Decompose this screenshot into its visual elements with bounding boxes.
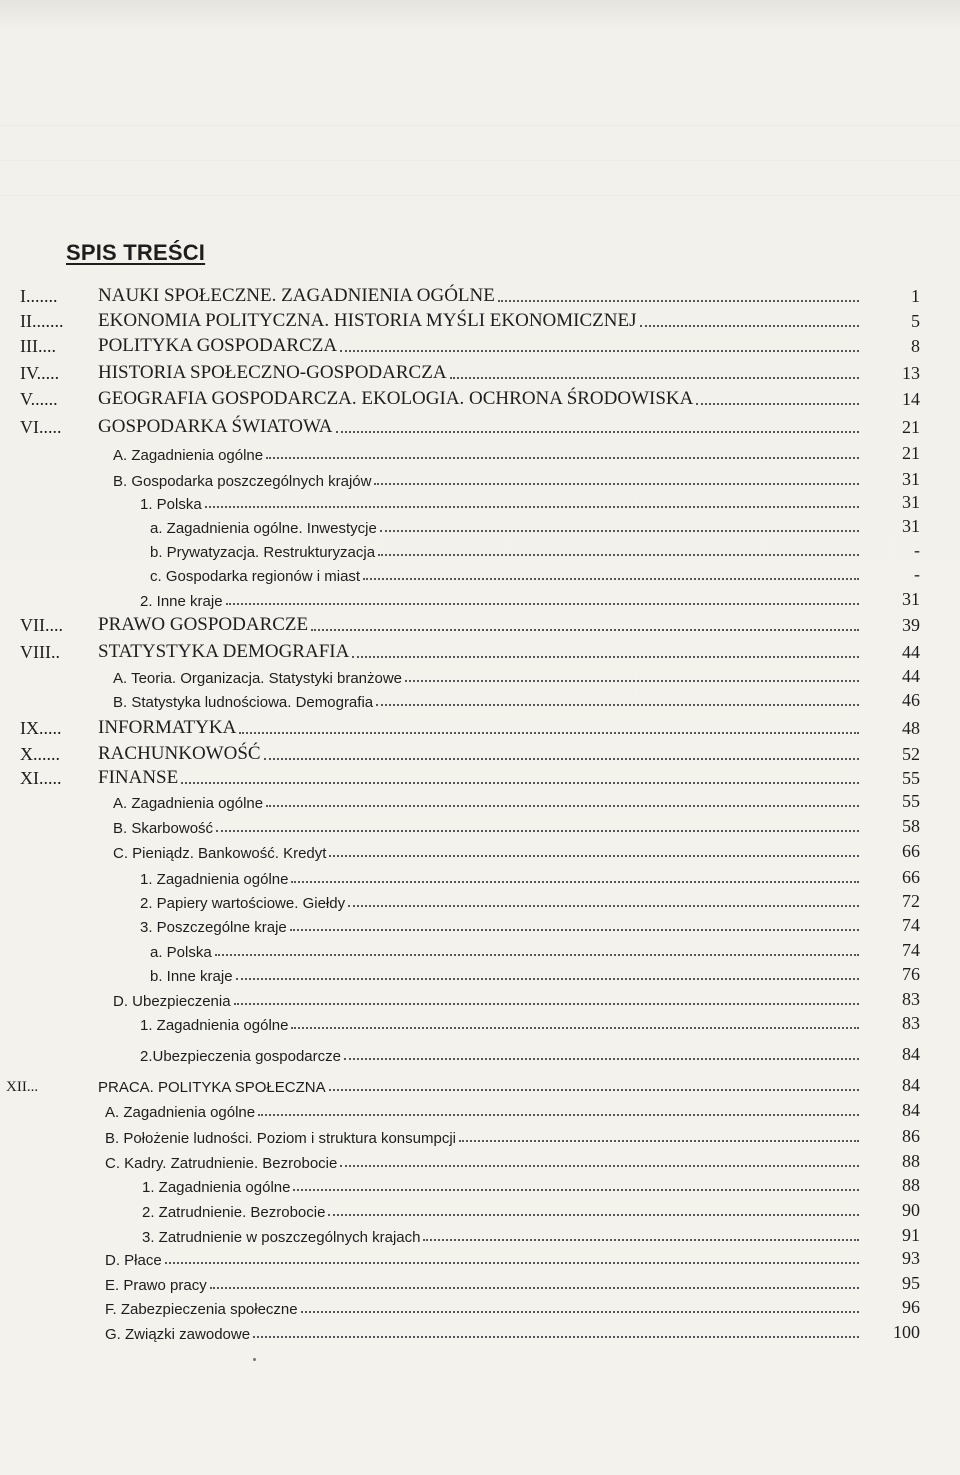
- toc-entry: [0, 1292, 960, 1318]
- chapter-number: II.......: [20, 311, 64, 331]
- dot-leader: [405, 680, 859, 682]
- page-number: 100: [893, 1322, 920, 1342]
- toc-entry-title-group: [98, 285, 862, 307]
- toc-entry-title: 2. Zatrudnienie. Bezrobocie: [142, 1204, 326, 1221]
- dot-leader: [374, 483, 859, 485]
- toc-entry: [0, 1268, 960, 1294]
- toc-entry-title-group: [140, 593, 862, 610]
- toc-entry: [0, 438, 960, 464]
- page-number: 95: [902, 1273, 920, 1293]
- page-number: 88: [902, 1175, 920, 1195]
- page-number: 5: [911, 311, 920, 331]
- dot-leader: [450, 377, 859, 379]
- page-number: 86: [902, 1126, 920, 1146]
- page-number: 55: [902, 791, 920, 811]
- toc-entry-title: GOSPODARKA ŚWIATOWA: [98, 416, 333, 437]
- dot-leader: [181, 782, 859, 784]
- toc-entry: [0, 786, 960, 812]
- dot-leader: [340, 1165, 859, 1167]
- toc-entry-title-group: [140, 1048, 862, 1065]
- page-number: 83: [902, 989, 920, 1009]
- toc-entry: [0, 584, 960, 610]
- toc-entry: [0, 959, 960, 985]
- toc-entry: [0, 306, 960, 332]
- page-number: 83: [902, 1013, 920, 1033]
- dot-leader: [266, 457, 859, 459]
- toc-entry-title: FINANSE: [98, 767, 179, 788]
- toc-entry: [0, 331, 960, 357]
- dot-leader: [210, 1287, 859, 1289]
- toc-entry-title-group: [98, 362, 862, 384]
- dot-leader: [311, 629, 859, 631]
- toc-entry: [0, 862, 960, 888]
- toc-entry: [0, 1121, 960, 1147]
- toc-entry-title: RACHUNKOWOŚĆ: [98, 743, 261, 764]
- toc-entry-title: F. Zabezpieczenia społeczne: [105, 1301, 298, 1318]
- dot-leader: [258, 1114, 859, 1116]
- page-number: 72: [902, 891, 920, 911]
- toc-entry: [0, 739, 960, 765]
- toc-entry-title-group: [105, 1301, 862, 1318]
- toc-entry-title: B. Położenie ludności. Poziom i struktura konsumpcji: [105, 1130, 456, 1147]
- dot-leader: [301, 1311, 859, 1313]
- chapter-number: III....: [20, 336, 56, 356]
- toc-entry-title: POLITYKA GOSPODARCZA: [98, 335, 338, 356]
- dot-leader: [226, 603, 859, 605]
- toc-entry: [0, 535, 960, 561]
- toc-entry-title: INFORMATYKA: [98, 717, 237, 738]
- page-number: 21: [902, 443, 920, 463]
- page-number: 76: [902, 964, 920, 984]
- toc-entry: [0, 1039, 960, 1065]
- toc-entry-title: A. Zagadnienia ogólne: [113, 795, 264, 812]
- dot-leader: [696, 403, 859, 405]
- page-number: 14: [902, 389, 920, 409]
- toc-entry-title: 1. Zagadnienia ogólne: [140, 871, 289, 888]
- dot-leader: [348, 905, 859, 907]
- dot-leader: [423, 1239, 859, 1241]
- toc-entry: [0, 886, 960, 912]
- toc-entry-title-group: [98, 335, 862, 357]
- toc-entry-title-group: [150, 968, 862, 985]
- toc-entry-title: STATYSTYKA DEMOGRAFIA: [98, 641, 350, 662]
- toc-entry-title: PRAWO GOSPODARCZE: [98, 614, 309, 635]
- page-number: 84: [902, 1100, 920, 1120]
- dot-leader: [459, 1140, 859, 1142]
- toc-entry-title: B. Gospodarka poszczególnych krajów: [113, 473, 372, 490]
- page-number: 90: [902, 1200, 920, 1220]
- toc-entry-title-group: [142, 1204, 862, 1221]
- toc-entry-title: HISTORIA SPOŁECZNO-GOSPODARCZA: [98, 362, 447, 383]
- toc-entry: [0, 412, 960, 438]
- page-number: 96: [902, 1297, 920, 1317]
- page-number: 31: [902, 516, 920, 536]
- dot-leader: [293, 1189, 859, 1191]
- toc-entry-title: D. Ubezpieczenia: [113, 993, 231, 1010]
- toc-entry: [0, 281, 960, 307]
- toc-entry-title-group: [98, 717, 862, 739]
- toc-entry-title: A. Teoria. Organizacja. Statystyki branżowe: [113, 670, 403, 687]
- toc-entry-title: a. Zagadnienia ogólne. Inwestycje: [150, 520, 377, 537]
- toc-entry-title-group: [98, 416, 862, 438]
- toc-entry-title: C. Pieniądz. Bankowość. Kredyt: [113, 845, 327, 862]
- toc-entry: [0, 610, 960, 636]
- speck-mark: [253, 1358, 256, 1361]
- page-number: 1: [911, 286, 920, 306]
- toc-entry: [0, 713, 960, 739]
- dot-leader: [336, 431, 859, 433]
- toc-entry: [0, 1146, 960, 1172]
- page-number: 66: [902, 867, 920, 887]
- dot-leader: [234, 1003, 859, 1005]
- page-number: 44: [902, 666, 920, 686]
- toc-entry-title-group: [113, 694, 862, 711]
- page-number: 52: [902, 744, 920, 764]
- dot-leader: [253, 1336, 859, 1338]
- dot-leader: [215, 954, 859, 956]
- page-number: 44: [902, 642, 920, 662]
- page-number: -: [914, 564, 920, 584]
- toc-entry-title-group: [142, 1179, 862, 1196]
- toc-entry-title-group: [105, 1104, 862, 1121]
- toc-entry-title: 2. Inne kraje: [140, 593, 223, 610]
- bleed-through-line: [0, 195, 960, 196]
- toc-entry-title: PRACA. POLITYKA SPOŁECZNA: [98, 1079, 326, 1096]
- toc-entry: [0, 1195, 960, 1221]
- toc-entry-title: b. Inne kraje: [150, 968, 233, 985]
- dot-leader: [329, 855, 859, 857]
- dot-leader: [165, 1262, 859, 1264]
- toc-entry-title: c. Gospodarka regionów i miast: [150, 568, 361, 585]
- chapter-number: XI.....: [20, 768, 62, 788]
- dot-leader: [363, 578, 859, 580]
- dot-leader: [291, 881, 859, 883]
- toc-entry-title-group: [98, 641, 862, 663]
- toc-entry: [0, 836, 960, 862]
- toc-entry: [0, 661, 960, 687]
- page-number: 8: [911, 336, 920, 356]
- chapter-number: IV.....: [20, 363, 60, 383]
- toc-entry: [0, 384, 960, 410]
- chapter-number: VI.....: [20, 417, 62, 437]
- toc-entry-title: B. Statystyka ludnościowa. Demografia: [113, 694, 374, 711]
- dot-leader: [290, 929, 859, 931]
- dot-leader: [216, 830, 859, 832]
- toc-entry: [0, 1070, 960, 1096]
- toc-entry-title: B. Skarbowość: [113, 820, 214, 837]
- dot-leader: [378, 554, 859, 556]
- toc-entry: [0, 637, 960, 663]
- toc-entry: [0, 935, 960, 961]
- bleed-through-line: [0, 125, 960, 126]
- toc-entry-title-group: [140, 919, 862, 936]
- page-number: 48: [902, 718, 920, 738]
- bleed-through-line: [0, 160, 960, 161]
- toc-entry-title: GEOGRAFIA GOSPODARCZA. EKOLOGIA. OCHRONA ŚRODOWISKA: [98, 388, 694, 409]
- dot-leader: [340, 350, 859, 352]
- toc-entry-title: A. Zagadnienia ogólne: [105, 1104, 256, 1121]
- dot-leader: [236, 978, 859, 980]
- dot-leader: [239, 732, 859, 734]
- page-number: 46: [902, 690, 920, 710]
- toc-entry-title: 1. Zagadnienia ogólne: [142, 1179, 291, 1196]
- dot-leader: [264, 758, 859, 760]
- toc-entry-title-group: [105, 1326, 862, 1343]
- toc-entry-title-group: [105, 1130, 862, 1147]
- toc-entry-title-group: [113, 820, 862, 837]
- page-number: 58: [902, 816, 920, 836]
- toc-entry-title: 3. Zatrudnienie w poszczególnych krajach: [142, 1229, 421, 1246]
- toc-entry-title: 1. Polska: [140, 496, 202, 513]
- toc-entry-title: a. Polska: [150, 944, 212, 961]
- toc-entry-title: C. Kadry. Zatrudnienie. Bezrobocie: [105, 1155, 338, 1172]
- toc-entry-title-group: [113, 447, 862, 464]
- chapter-number: VII....: [20, 615, 63, 635]
- toc-entry-title: 2.Ubezpieczenia gospodarcze: [140, 1048, 341, 1065]
- page-number: 66: [902, 841, 920, 861]
- toc-entry: [0, 910, 960, 936]
- toc-entry: [0, 1095, 960, 1121]
- toc-entry: [0, 984, 960, 1010]
- toc-entry-title: G. Związki zawodowe: [105, 1326, 251, 1343]
- page-number: 74: [902, 940, 920, 960]
- toc-entry: [0, 685, 960, 711]
- toc-entry-title-group: [98, 743, 862, 765]
- toc-entry: [0, 1170, 960, 1196]
- page-number: -: [914, 540, 920, 560]
- page-number: 74: [902, 915, 920, 935]
- dot-leader: [380, 530, 859, 532]
- dot-leader: [498, 300, 859, 302]
- toc-entry-title-group: [98, 310, 862, 332]
- dot-leader: [205, 506, 859, 508]
- chapter-number: XII...: [6, 1079, 39, 1095]
- page-number: 31: [902, 492, 920, 512]
- dot-leader: [376, 704, 859, 706]
- page-number: 55: [902, 768, 920, 788]
- page-number: 21: [902, 417, 920, 437]
- toc-entry-title-group: [98, 388, 862, 410]
- toc-entry: [0, 811, 960, 837]
- toc-entry-title: EKONOMIA POLITYCZNA. HISTORIA MYŚLI EKONOMICZNEJ: [98, 310, 637, 331]
- page-number: 93: [902, 1248, 920, 1268]
- toc-entry: [0, 511, 960, 537]
- toc-entry-title-group: [113, 795, 862, 812]
- dot-leader: [328, 1214, 859, 1216]
- toc-entry-title: b. Prywatyzacja. Restrukturyzacja: [150, 544, 376, 561]
- toc-entry: [0, 487, 960, 513]
- page-title: SPIS TREŚCI: [66, 240, 206, 265]
- page-number: 13: [902, 363, 920, 383]
- toc-entry: [0, 1317, 960, 1343]
- dot-leader: [640, 325, 859, 327]
- toc-entry: [0, 559, 960, 585]
- toc-entry-title-group: [150, 568, 862, 585]
- toc-entry: [0, 358, 960, 384]
- dot-leader: [344, 1058, 859, 1060]
- toc-entry-title-group: [113, 845, 862, 862]
- toc-entry-title: 1. Zagadnienia ogólne: [140, 1017, 289, 1034]
- page-number: 31: [902, 469, 920, 489]
- chapter-number: V......: [20, 389, 58, 409]
- toc-entry-title: D. Płace: [105, 1252, 162, 1269]
- dot-leader: [329, 1089, 859, 1091]
- toc-entry-title: 3. Poszczególne kraje: [140, 919, 287, 936]
- toc-entry-title: NAUKI SPOŁECZNE. ZAGADNIENIA OGÓLNE: [98, 285, 495, 306]
- toc-entry-title: E. Prawo pracy: [105, 1277, 207, 1294]
- toc-entry-title-group: [98, 614, 862, 636]
- dot-leader: [291, 1027, 859, 1029]
- toc-entry: [0, 1008, 960, 1034]
- toc-entry: [0, 1243, 960, 1269]
- page-number: 88: [902, 1151, 920, 1171]
- toc-entry-title-group: [105, 1252, 862, 1269]
- toc-entry-title: A. Zagadnienia ogólne: [113, 447, 264, 464]
- page-number: 84: [902, 1075, 920, 1095]
- page-number: 91: [902, 1225, 920, 1245]
- chapter-number: IX.....: [20, 718, 62, 738]
- page-number: 84: [902, 1044, 920, 1064]
- dot-leader: [266, 805, 859, 807]
- chapter-number: I.......: [20, 286, 58, 306]
- chapter-number: VIII..: [20, 642, 60, 662]
- toc-entry-title: 2. Papiery wartościowe. Giełdy: [140, 895, 346, 912]
- page-number: 39: [902, 615, 920, 635]
- page-number: 31: [902, 589, 920, 609]
- dot-leader: [352, 656, 859, 658]
- chapter-number: X......: [20, 744, 60, 764]
- toc-entry-title-group: [98, 1079, 862, 1096]
- toc-entry-title-group: [140, 1017, 862, 1034]
